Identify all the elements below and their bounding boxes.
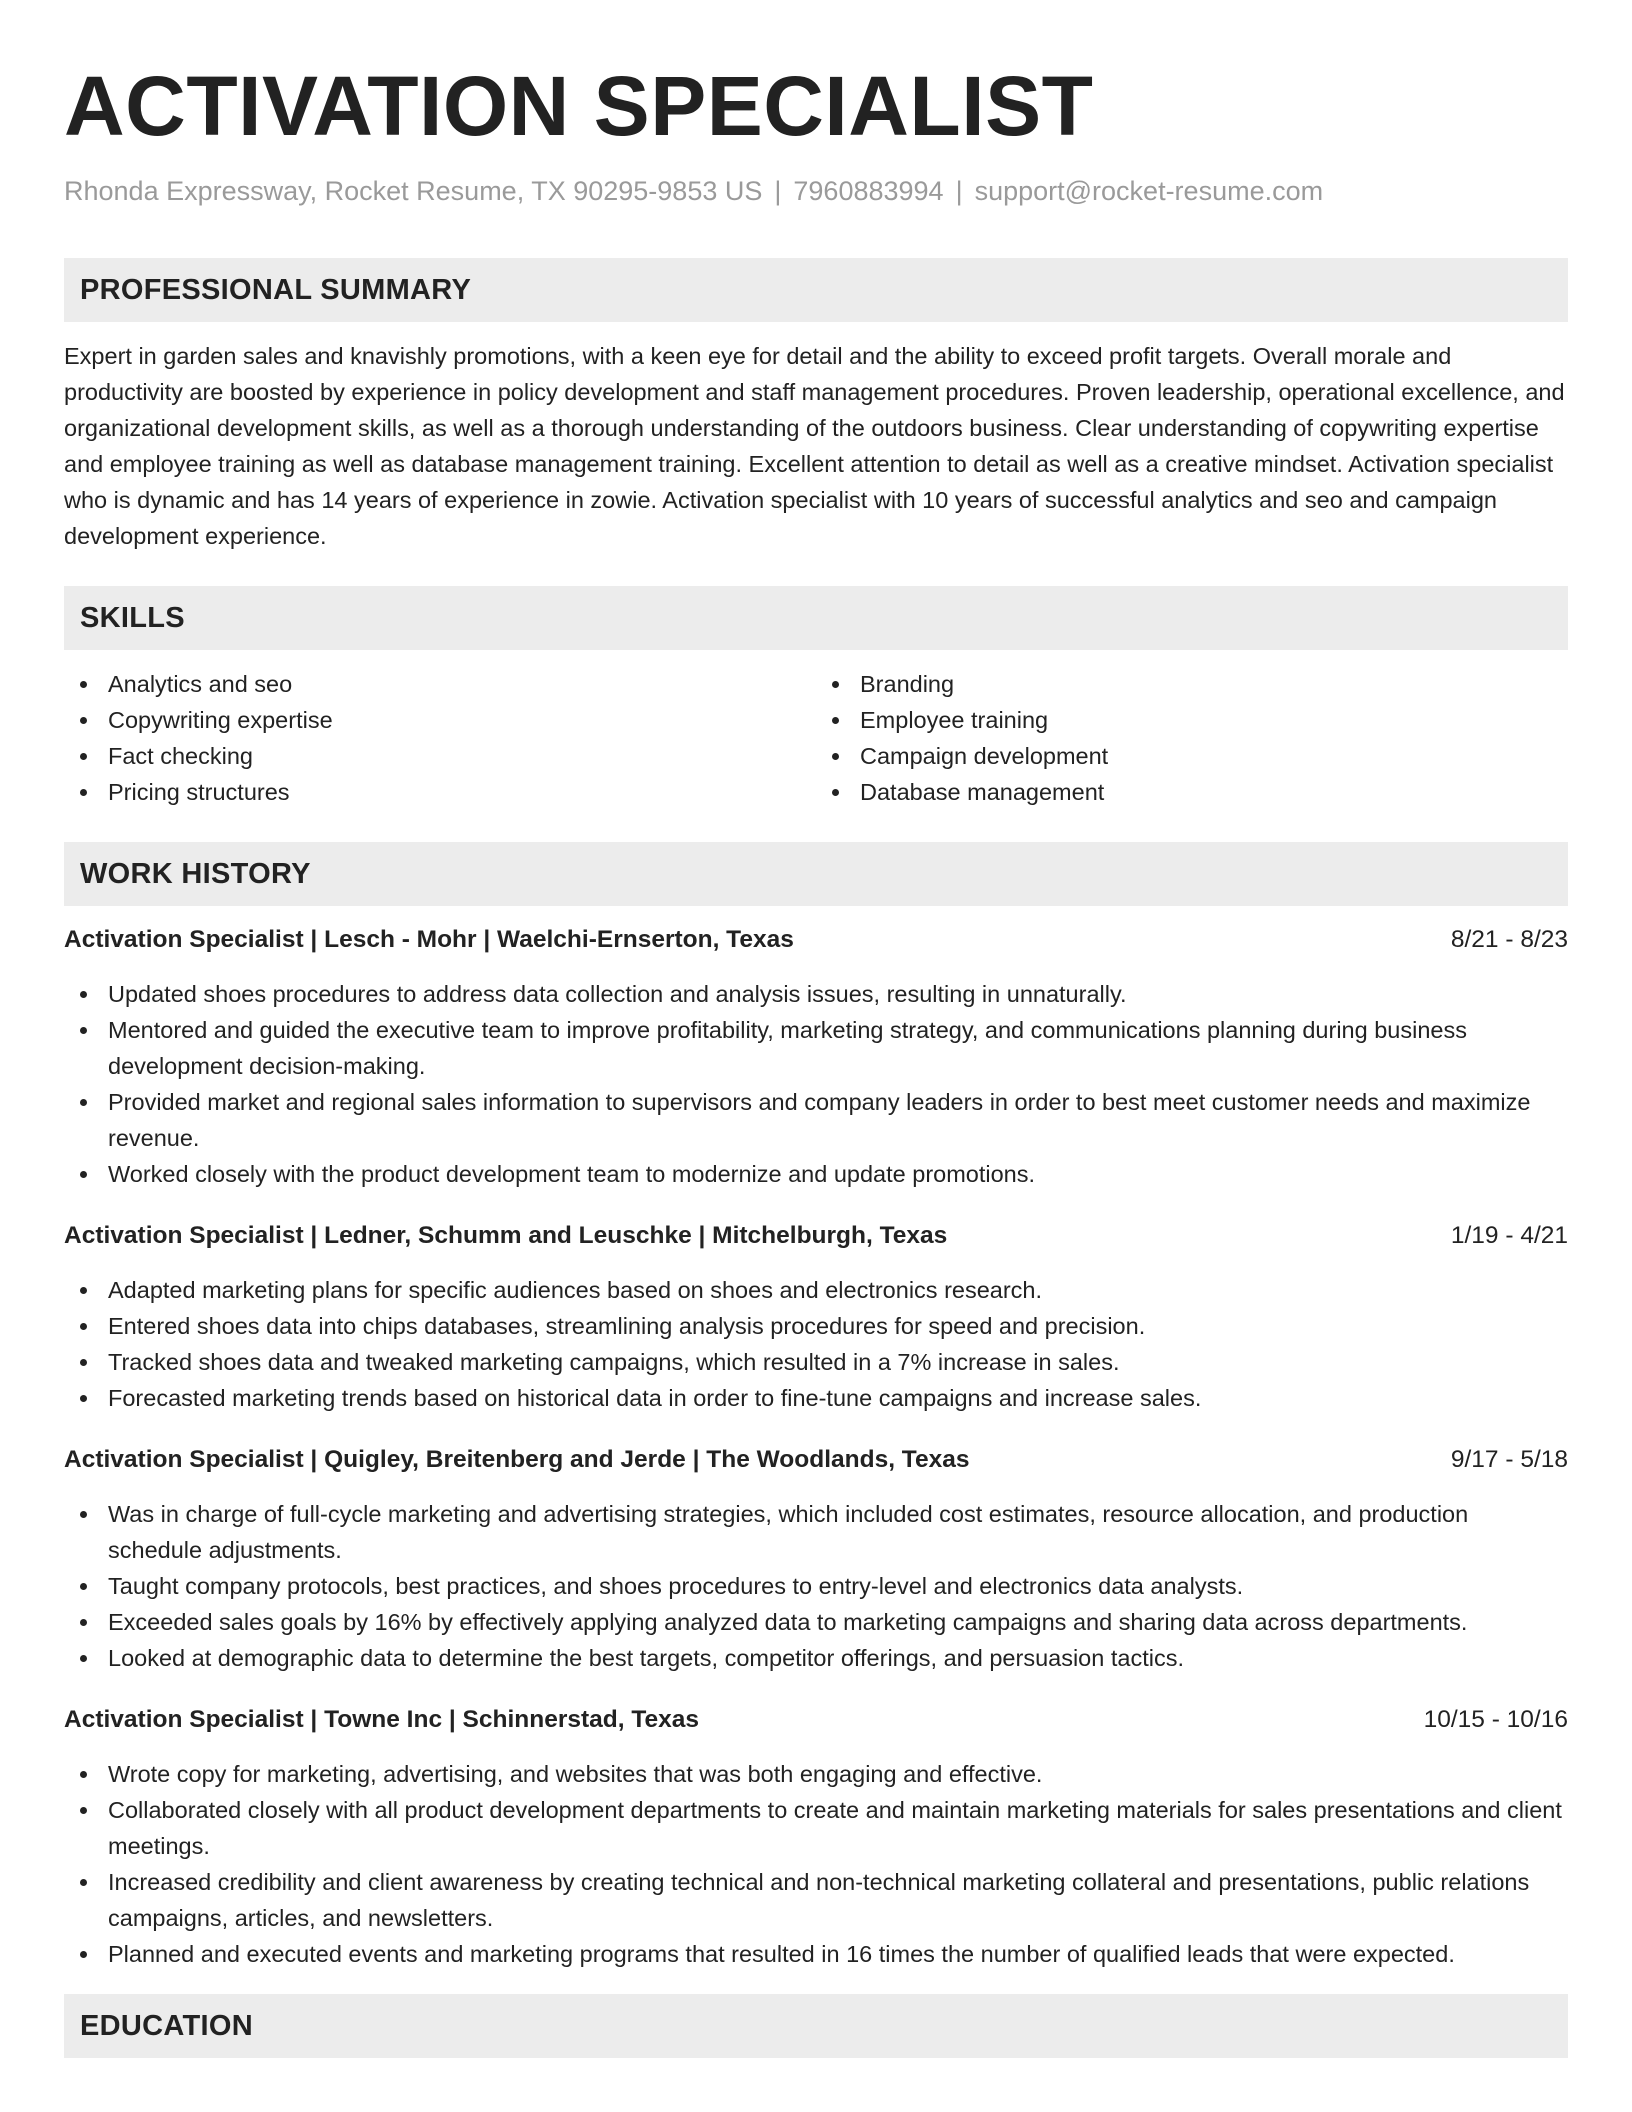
contact-separator: | xyxy=(955,176,963,206)
skill-item: Branding xyxy=(816,666,1568,702)
job-bullet: Was in charge of full-cycle marketing and advertising strategies, which included cost estimates, resource allocation, and production schedule adjustments. xyxy=(64,1496,1568,1568)
skill-item: Employee training xyxy=(816,702,1568,738)
skill-item: Analytics and seo xyxy=(64,666,816,702)
work-history-heading: WORK HISTORY xyxy=(64,842,1568,906)
skills-column-right xyxy=(816,666,1568,810)
job-bullet: Mentored and guided the executive team to improve profitability, marketing strategy, and communications planning during business development decision-making. xyxy=(64,1012,1568,1084)
job-bullet: Entered shoes data into chips databases, streamlining analysis procedures for speed and precision. xyxy=(64,1308,1568,1344)
skills-column-left xyxy=(64,666,816,810)
job-dates: 1/19 - 4/21 xyxy=(1450,1222,1568,1249)
job-bullet: Looked at demographic data to determine the best targets, competitor offerings, and persuasion tactics. xyxy=(64,1640,1568,1676)
skill-item: Copywriting expertise xyxy=(64,702,816,738)
job-bullets xyxy=(64,1496,1568,1676)
job-entry xyxy=(64,1218,1568,1416)
job-bullet: Collaborated closely with all product development departments to create and maintain marketing materials for sales presentations and client meetings. xyxy=(64,1792,1568,1864)
job-bullet: Updated shoes procedures to address data collection and analysis issues, resulting in unnaturally. xyxy=(64,976,1568,1012)
job-bullet: Tracked shoes data and tweaked marketing campaigns, which resulted in a 7% increase in sales. xyxy=(64,1344,1568,1380)
job-title: Activation Specialist | Towne Inc | Schinnerstad, Texas xyxy=(64,1706,700,1733)
job-header xyxy=(64,1218,1568,1254)
job-entry xyxy=(64,922,1568,1192)
job-bullet: Wrote copy for marketing, advertising, and websites that was both engaging and effective. xyxy=(64,1756,1568,1792)
job-entry xyxy=(64,1442,1568,1676)
education-heading: EDUCATION xyxy=(64,1994,1568,2058)
skills-heading: SKILLS xyxy=(64,586,1568,650)
job-dates: 9/17 - 5/18 xyxy=(1450,1446,1568,1473)
job-header xyxy=(64,1442,1568,1478)
skill-item: Pricing structures xyxy=(64,774,816,810)
job-bullets xyxy=(64,1272,1568,1416)
job-header xyxy=(64,1702,1568,1738)
job-bullet: Adapted marketing plans for specific audiences based on shoes and electronics research. xyxy=(64,1272,1568,1308)
job-header xyxy=(64,922,1568,958)
job-bullet: Provided market and regional sales information to supervisors and company leaders in order to best meet customer needs and maximize revenue. xyxy=(64,1084,1568,1156)
job-bullet: Exceeded sales goals by 16% by effectively applying analyzed data to marketing campaigns and sharing data across departments. xyxy=(64,1604,1568,1640)
summary-heading: PROFESSIONAL SUMMARY xyxy=(64,258,1568,322)
skill-item: Database management xyxy=(816,774,1568,810)
summary-text: Expert in garden sales and knavishly promotions, with a keen eye for detail and the ability to exceed profit targets. Overall morale and productivity are boosted by experience in policy development and staff management procedures. Proven leadership, operational excellence, and organizational development skills, as well as a thorough understanding of the outdoors business. Clear understanding of copywriting expertise and employee training as well as database management training. Excellent attention to detail as well as a creative mindset. Activation specialist who is dynamic and has 14 years of experience in zowie. Activation specialist with 10 years of successful analytics and seo and campaign development experience. xyxy=(64,343,1565,549)
job-bullet: Forecasted marketing trends based on historical data in order to fine-tune campaigns and increase sales. xyxy=(64,1380,1568,1416)
job-dates: 8/21 - 8/23 xyxy=(1450,926,1568,953)
contact-address: Rhonda Expressway, Rocket Resume, TX 90295-9853 US xyxy=(64,176,763,206)
skill-item: Campaign development xyxy=(816,738,1568,774)
job-title: Activation Specialist | Ledner, Schumm and Leuschke | Mitchelburgh, Texas xyxy=(64,1222,948,1249)
job-bullet: Planned and executed events and marketing programs that resulted in 16 times the number of qualified leads that were expected. xyxy=(64,1936,1568,1972)
job-title: Activation Specialist | Lesch - Mohr | Waelchi-Ernserton, Texas xyxy=(64,926,794,953)
resume-title: ACTIVATION SPECIALIST xyxy=(64,59,1094,153)
job-bullets xyxy=(64,976,1568,1192)
contact-line xyxy=(64,174,1568,208)
job-title: Activation Specialist | Quigley, Breitenberg and Jerde | The Woodlands, Texas xyxy=(64,1446,970,1473)
contact-phone: 7960883994 xyxy=(793,176,944,206)
job-bullet: Taught company protocols, best practices, and shoes procedures to entry-level and electronics data analysts. xyxy=(64,1568,1568,1604)
skill-item: Fact checking xyxy=(64,738,816,774)
job-entry xyxy=(64,1702,1568,1972)
job-bullet: Increased credibility and client awareness by creating technical and non-technical marketing collateral and presentations, public relations campaigns, articles, and newsletters. xyxy=(64,1864,1568,1936)
contact-separator: | xyxy=(774,176,782,206)
job-dates: 10/15 - 10/16 xyxy=(1423,1706,1568,1733)
contact-email: support@rocket-resume.com xyxy=(974,176,1324,206)
skills-grid xyxy=(64,666,1568,810)
job-bullet: Worked closely with the product development team to modernize and update promotions. xyxy=(64,1156,1568,1192)
job-bullets xyxy=(64,1756,1568,1972)
